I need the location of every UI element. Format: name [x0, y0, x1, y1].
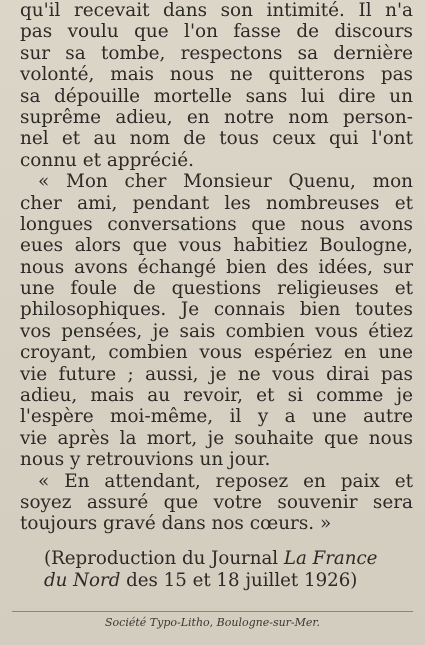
- text-line: soyez assuré que votre souvenir sera: [20, 491, 413, 513]
- text-line: eues alors que vous habitiez Boulogne,: [20, 235, 413, 257]
- journal-name: La France: [283, 548, 378, 569]
- text-line: pas voulu que l'on fasse de discours: [20, 21, 413, 43]
- text-line: « En attendant, reposez en paix et: [38, 470, 413, 492]
- text-line: l'espère moi-même, il y a une autre: [20, 406, 413, 428]
- citation-line-2: [44, 570, 413, 592]
- journal-name-cont: du Nord: [44, 570, 121, 591]
- text-line: volonté, mais nous ne quitterons pas: [20, 64, 413, 86]
- divider: [12, 611, 413, 612]
- text-line: cher ami, pendant les nombreuses et: [20, 192, 413, 214]
- text-line: sa dépouille mortelle sans lui dire un: [20, 85, 413, 107]
- article-body: [20, 0, 413, 535]
- citation-prefix: (Reproduction du Journal: [44, 548, 284, 569]
- text-line: adieu, mais au revoir, et si comme je: [20, 385, 413, 407]
- text-line: longues conversations que nous avons: [20, 213, 413, 235]
- text-line: vos pensées, je sais combien vous étiez: [20, 320, 413, 342]
- source-citation: [44, 548, 413, 592]
- text-line: une foule de questions religieuses et: [20, 278, 413, 300]
- text-line: sur sa tombe, respectons sa dernière: [20, 42, 413, 64]
- text-line: philosophiques. Je connais bien toutes: [20, 299, 413, 321]
- text-line: nel et au nom de tous ceux qui l'ont: [20, 128, 413, 150]
- text-line: qu'il recevait dans son intimité. Il n'a: [20, 0, 413, 21]
- text-line: connu et apprécié.: [20, 149, 194, 171]
- text-line: toujours gravé dans nos cœurs. »: [20, 513, 332, 535]
- citation-line-1: [44, 548, 413, 570]
- text-line: nous avons échangé bien des idées, sur: [20, 256, 413, 278]
- text-line: vie après la mort, je souhaite que nous: [20, 427, 413, 449]
- text-line: nous y retrouvions un jour.: [20, 449, 271, 471]
- text-line: « Mon cher Monsieur Quenu, mon: [38, 171, 413, 193]
- text-line: croyant, combien vous espériez en une: [20, 342, 413, 364]
- citation-dates: des 15 et 18 juillet 1926): [120, 570, 358, 591]
- printer-imprint: Société Typo-Litho, Boulogne-sur-Mer.: [105, 616, 320, 629]
- text-line: suprême adieu, en notre nom person-: [20, 106, 413, 128]
- text-line: vie future ; aussi, je ne vous dirai pas: [20, 363, 413, 385]
